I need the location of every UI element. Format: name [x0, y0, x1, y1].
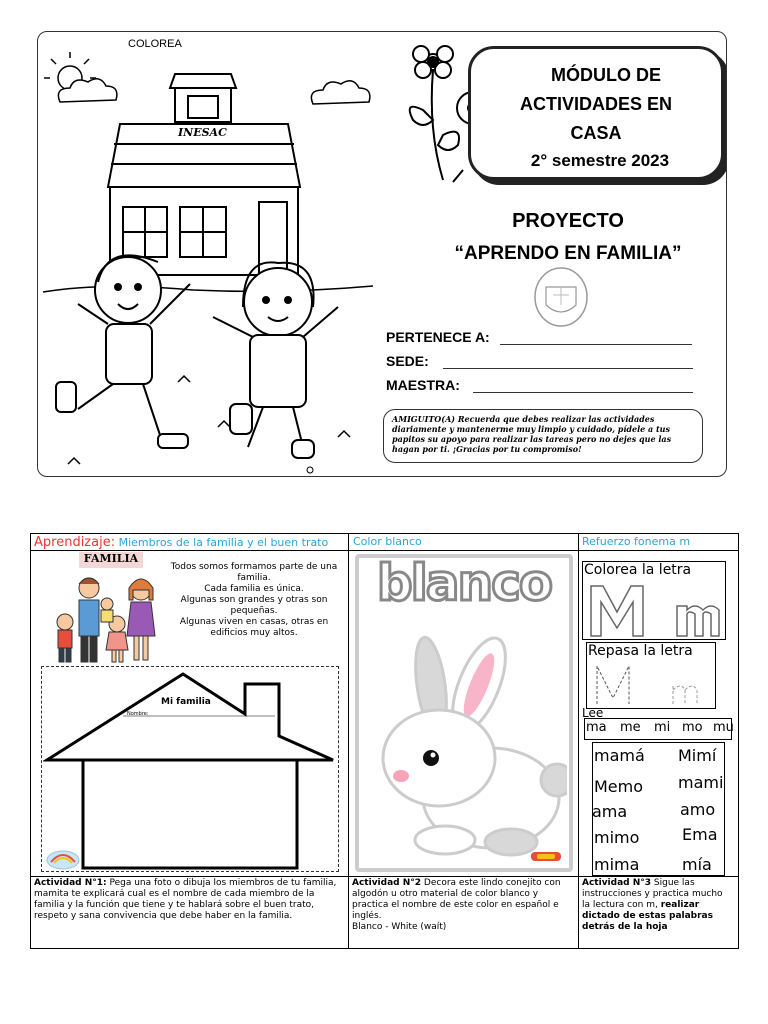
color-translation: Blanco - White (waít): [352, 922, 447, 932]
syllable: mi: [654, 720, 671, 735]
word-right: mami: [678, 773, 724, 792]
activity-2-text: [352, 878, 574, 933]
activity-3-label: Actividad N°3: [582, 878, 652, 888]
letter-m-trace[interactable]: [591, 662, 713, 706]
word-right: Mimí: [678, 746, 717, 765]
title-line-2: ACTIVIDADES EN: [519, 94, 672, 114]
column-header-3: Refuerzo fonema m: [582, 535, 691, 548]
word-left: mamá: [594, 746, 645, 765]
header-divider: [31, 550, 738, 551]
teacher-label: MAESTRA:: [386, 377, 460, 393]
lee-label: Lee: [582, 706, 604, 720]
site-label: SEDE:: [386, 353, 429, 369]
school-illustration: [38, 32, 378, 477]
owner-input-line[interactable]: [500, 344, 692, 345]
school-building: [108, 74, 300, 275]
cloud-icon: [311, 81, 370, 104]
module-title-box: [468, 46, 724, 180]
column-divider: [578, 534, 579, 948]
letter-m-outline[interactable]: [587, 582, 725, 638]
school-seal-icon: [531, 265, 591, 329]
learning-topic: Miembros de la familia y el buen trato: [118, 536, 329, 549]
word-right: mía: [682, 855, 712, 874]
word-left: mimo: [594, 828, 640, 847]
syllable: ma: [586, 720, 607, 735]
family-illustration: [49, 572, 169, 670]
column-header-1: [34, 535, 328, 550]
familia-line: Todos somos formamos parte de una familia.: [170, 562, 338, 583]
rainbow-logo-icon: [45, 848, 81, 870]
syllable: mo: [682, 720, 703, 735]
project-name: “APRENDO EN FAMILIA”: [454, 243, 682, 264]
boy-illustration: [56, 255, 190, 448]
project-label: PROYECTO: [512, 210, 624, 232]
familia-label: FAMILIA: [79, 552, 143, 568]
cover-page: [37, 31, 727, 477]
learning-prefix: Aprendizaje:: [34, 535, 116, 550]
brand-logo-icon: [531, 852, 561, 861]
title-line-3: CASA: [570, 123, 622, 143]
house-title: Mi familia: [161, 697, 211, 707]
activity-3-text: [582, 878, 732, 933]
bunny-illustration: [361, 630, 567, 866]
footer-divider: [31, 876, 738, 877]
cloud-icon: [58, 79, 117, 102]
teacher-input-line[interactable]: [473, 392, 693, 393]
activity-1-text: [34, 878, 344, 922]
site-input-line[interactable]: [443, 368, 693, 369]
activity-3-description: Sigue las instrucciones y practica mucho la lectura con m,: [582, 878, 723, 910]
word-left: ama: [592, 802, 628, 821]
familia-line: Algunas viven en casas, otras en edificios muy altos.: [179, 617, 329, 638]
house-name-label: Nombre:: [127, 711, 149, 717]
title-line-4: 2° semestre 2023: [530, 151, 670, 170]
syllable: me: [620, 720, 641, 735]
activity-3-instruction: realizar dictado de estas palabras detrás de la hoja: [582, 900, 713, 932]
activity-1-description: Pega una foto o dibuja los miembros de tu familia, mamita te explicará cual es el nombre de cada miembro de la familia y la función que tiene y te hablará sobre el buen trato, respeto y sana convivencia que debe haber en la familia.: [34, 878, 337, 921]
activity-2-label: Actividad N°2: [352, 878, 422, 888]
familia-text: [169, 562, 339, 639]
activity-2-description: Decora este lindo conejito con algodón u otro material de color blanco y practica el nombre de este color en español e inglés.: [352, 878, 561, 921]
title-line-1: MÓDULO DE: [551, 65, 661, 85]
word-right: amo: [680, 800, 716, 819]
activity-1-label: Actividad N°1:: [34, 878, 107, 888]
blanco-word: blanco: [376, 554, 552, 612]
syllable: mu: [713, 720, 734, 735]
column-header-2: Color blanco: [353, 535, 422, 548]
familia-line: Cada familia es única.: [204, 584, 304, 594]
school-name: INESAC: [178, 126, 227, 139]
familia-line: Algunas son grandes y otras son pequeñas.: [180, 595, 328, 616]
activities-table: [30, 533, 739, 949]
word-left: Memo: [594, 777, 644, 796]
reminder-note: AMIGUITO(A) Recuerda que debes realizar las actividades diariamente y mantenerme muy limpio y cuidado, pídele a tus papitos su apoyo para realizar las tareas pero no dejes que las hagan por ti. ¡Gracias por tu compromiso!: [383, 409, 703, 463]
repasa-label: Repasa la letra: [588, 643, 693, 659]
word-right: Ema: [682, 825, 718, 844]
owner-label: PERTENECE A:: [386, 329, 490, 345]
colorea-label: Colorea la letra: [584, 562, 692, 578]
word-left: mima: [594, 855, 640, 874]
colorea-label: COLOREA: [128, 38, 182, 50]
column-divider: [348, 534, 349, 948]
